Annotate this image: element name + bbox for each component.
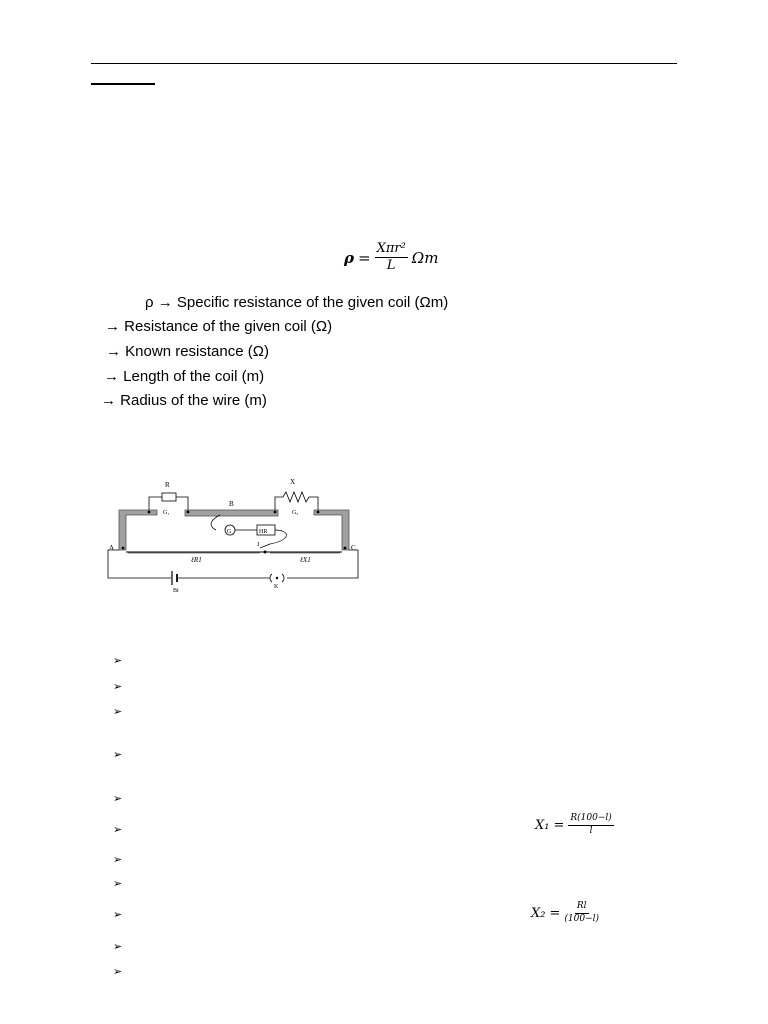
- equation-x2-lhs: X₂: [531, 905, 546, 921]
- label-b: B: [229, 500, 234, 508]
- bullet-9: ➢: [113, 909, 123, 921]
- equation-x2: [531, 902, 599, 925]
- equation-x1-fraction: [568, 814, 613, 837]
- definition-resistance-coil: → Resistance of the given coil (Ω): [105, 318, 333, 335]
- label-lx1: ℓX1: [300, 556, 311, 564]
- metre-bridge-diagram: [100, 474, 366, 596]
- bullet-8: ➢: [113, 878, 123, 890]
- battery-circuit-wire: [108, 550, 171, 578]
- bullet-3: ➢: [113, 706, 123, 718]
- bullet-1: ➢: [113, 655, 123, 667]
- label-g1: G₁: [163, 510, 170, 516]
- bullet-6: ➢: [113, 824, 123, 836]
- bullet-11: ➢: [113, 966, 123, 978]
- label-j: J: [257, 542, 260, 548]
- equation-x2-equals: =: [549, 905, 561, 921]
- label-r: R: [165, 481, 170, 489]
- bullet-10: ➢: [113, 941, 123, 953]
- middle-copper-strip: [185, 510, 278, 516]
- header-rule: [91, 63, 677, 64]
- label-lr1: ℓR1: [191, 556, 202, 564]
- equation-x2-fraction: [564, 902, 599, 925]
- definition-radius: → Radius of the wire (m): [101, 392, 267, 409]
- heading-underline: [91, 83, 155, 85]
- formula-fraction: [375, 242, 408, 274]
- equation-x1-lhs: X₁: [535, 817, 550, 833]
- equation-x2-numerator: Rl: [575, 902, 589, 914]
- formula-equals: =: [357, 248, 371, 267]
- label-g: G: [227, 529, 232, 535]
- equation-x1-equals: =: [553, 817, 565, 833]
- definition-length: → Length of the coil (m): [104, 368, 265, 385]
- equation-x2-denominator: (100−l): [564, 913, 599, 924]
- equation-x1-numerator: R(100−l): [568, 814, 613, 826]
- bullet-7: ➢: [113, 854, 123, 866]
- resistor-x: [275, 492, 318, 510]
- formula-rho: ρ: [344, 248, 354, 267]
- formula-denominator: L: [386, 258, 396, 274]
- label-a: A: [109, 544, 115, 552]
- label-hr: HR: [259, 529, 268, 535]
- key: [270, 574, 272, 582]
- label-g2: G₂: [292, 510, 299, 516]
- bullet-4: ➢: [113, 749, 123, 761]
- label-c: C: [351, 544, 356, 552]
- label-x: X: [290, 478, 296, 486]
- definition-known-resistance: → Known resistance (Ω): [106, 343, 269, 360]
- resistor-r: [162, 493, 176, 501]
- definition-rho: ρ → Specific resistance of the given coil (Ωm): [145, 294, 449, 311]
- formula-numerator: Xπr²: [375, 242, 408, 258]
- left-copper-strip: [119, 510, 157, 550]
- bullet-5: ➢: [113, 793, 123, 805]
- bullet-2: ➢: [113, 681, 123, 693]
- resistivity-formula: [344, 242, 438, 274]
- formula-unit: Ωm: [411, 248, 439, 267]
- equation-x1-denominator: l: [589, 825, 593, 836]
- label-k: K: [274, 584, 279, 590]
- equation-x1: [535, 814, 614, 837]
- right-copper-strip: [314, 510, 349, 550]
- label-bt: Bt: [173, 588, 179, 594]
